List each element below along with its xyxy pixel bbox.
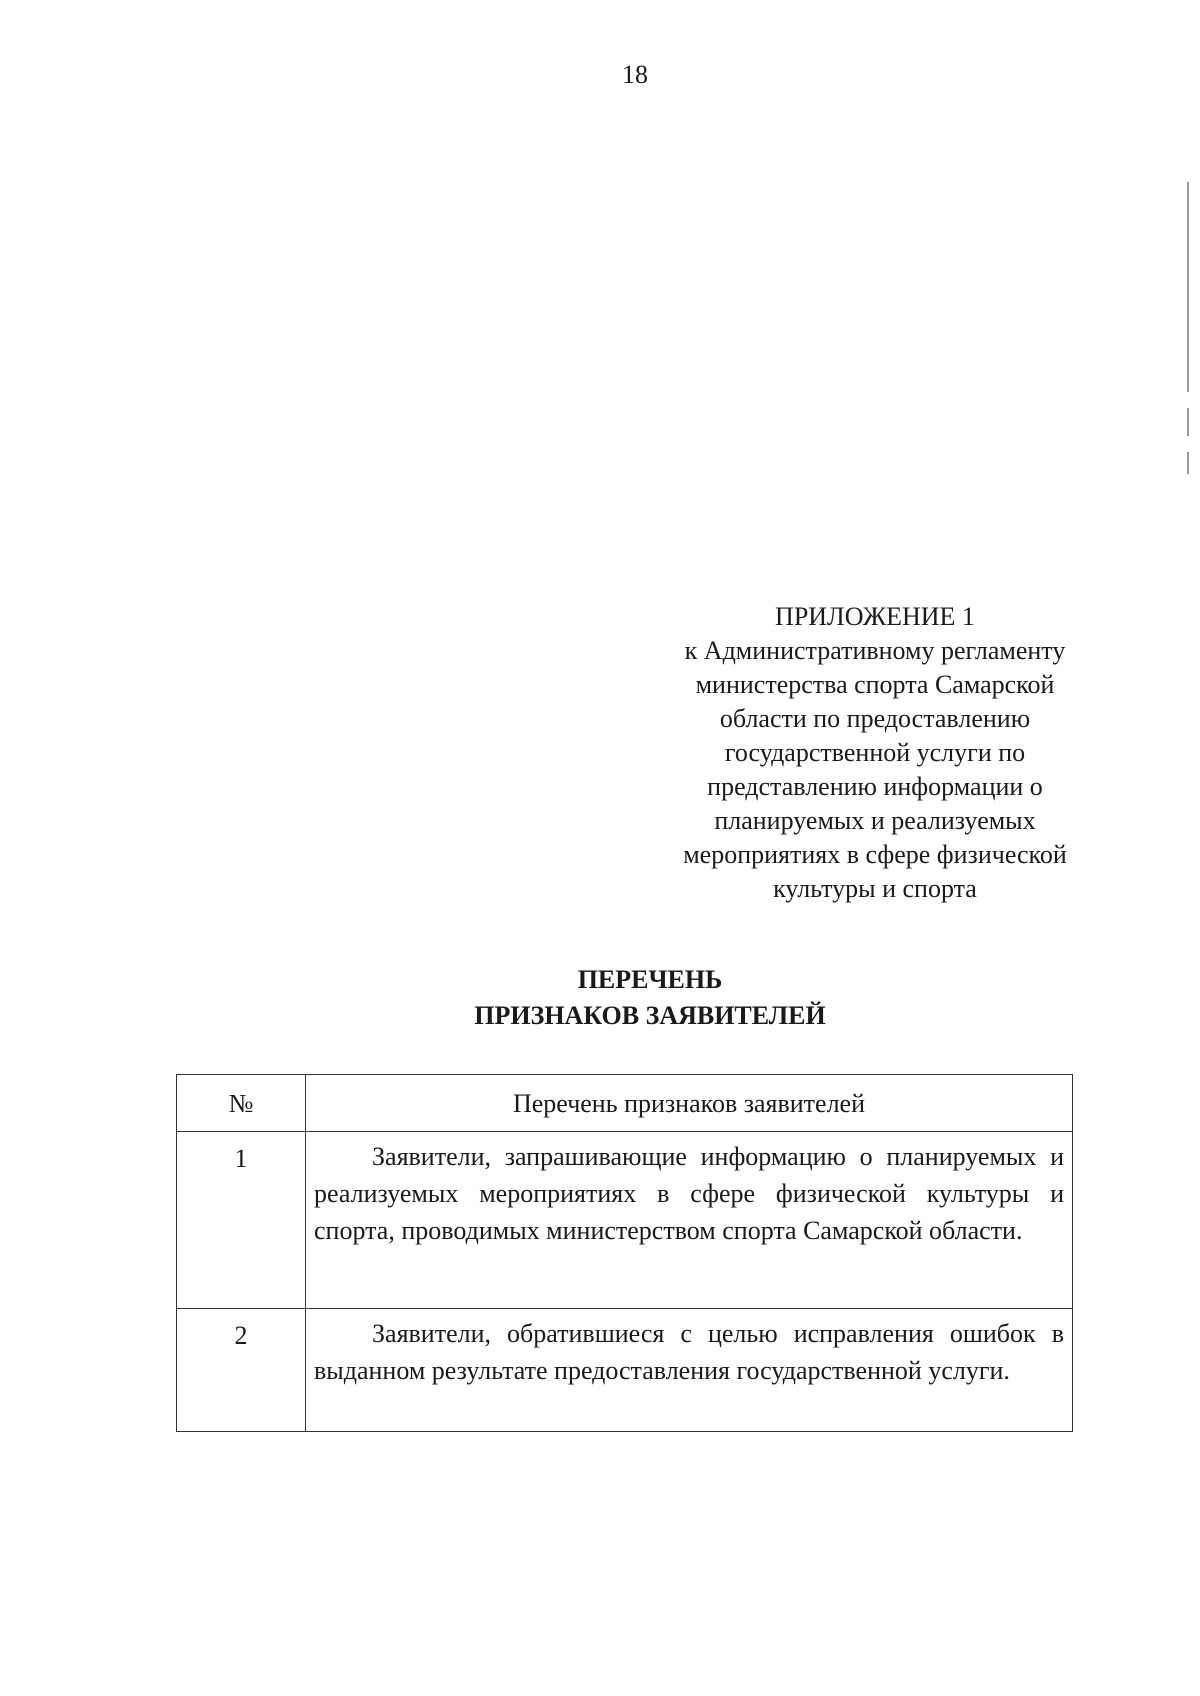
scan-margin-mark bbox=[1187, 452, 1189, 474]
row-text: Заявители, запрашивающие информацию о планируемых и реализуемых мероприятиях в сфере физической культуры и спорта, проводимых министерством спорта Самарской области. bbox=[306, 1132, 1073, 1309]
appendix-line: к Административному регламенту bbox=[684, 636, 1066, 665]
appendix-block bbox=[650, 600, 1100, 906]
table-row bbox=[177, 1132, 1073, 1309]
appendix-line: представлению информации о bbox=[707, 772, 1043, 801]
scan-margin-mark bbox=[1187, 408, 1189, 436]
appendix-line: мероприятиях в сфере физической bbox=[683, 840, 1067, 869]
appendix-line: министерства спорта Самарской bbox=[695, 670, 1055, 699]
table-header-row bbox=[177, 1075, 1073, 1132]
appendix-line: области по предоставлению bbox=[719, 704, 1031, 733]
row-number: 2 bbox=[177, 1309, 306, 1432]
row-text: Заявители, обратившиеся с целью исправления ошибок в выданном результате предоставления государственной услуги. bbox=[306, 1309, 1073, 1432]
scan-margin-mark bbox=[1187, 182, 1189, 392]
appendix-line: культуры и спорта bbox=[773, 874, 977, 903]
heading-line-1: ПЕРЕЧЕНЬ bbox=[577, 965, 723, 994]
table-row bbox=[177, 1309, 1073, 1432]
heading-line-2: ПРИЗНАКОВ ЗАЯВИТЕЛЕЙ bbox=[474, 1001, 826, 1030]
appendix-line: планируемых и реализуемых bbox=[714, 806, 1036, 835]
column-header-criteria: Перечень признаков заявителей bbox=[306, 1075, 1073, 1132]
row-number: 1 bbox=[177, 1132, 306, 1309]
page-number: 18 bbox=[622, 60, 648, 89]
appendix-title: ПРИЛОЖЕНИЕ 1 bbox=[775, 602, 975, 631]
appendix-line: государственной услуги по bbox=[724, 738, 1026, 767]
applicant-criteria-table bbox=[176, 1074, 1073, 1432]
column-header-number: № bbox=[177, 1075, 306, 1132]
document-heading bbox=[380, 962, 920, 1034]
